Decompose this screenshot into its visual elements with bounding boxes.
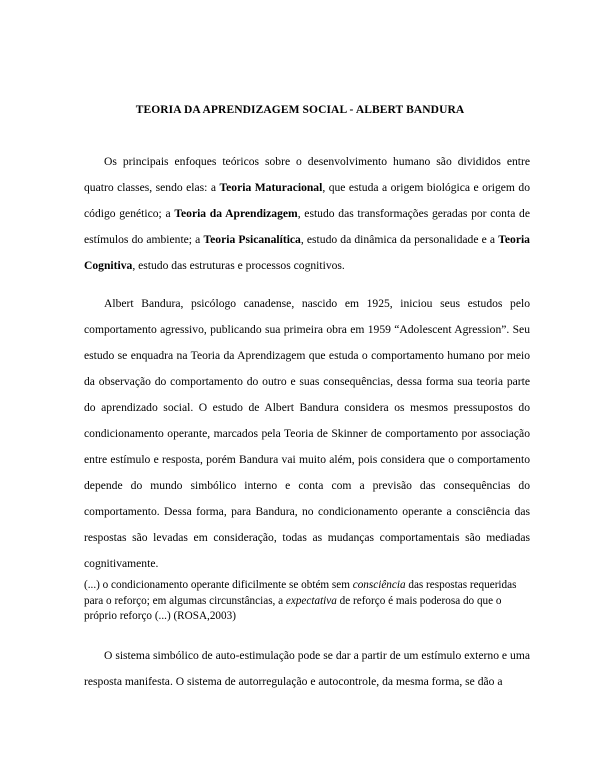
bold-term-cognitiva: Teoria Cognitiva — [84, 233, 530, 272]
italic-term-expectativa: expectativa — [285, 594, 337, 607]
paragraph-text: Os principais enfoques teóricos sobre o desenvolvimento humano são divididos entre quatro classes, sendo elas: a — [84, 155, 530, 194]
paragraph-text: , estudo das transformações geradas por conta de estímulos do ambiente; a — [84, 207, 530, 246]
quote-text: das respostas requeridas para o reforço; em algumas circunstâncias, a — [84, 579, 517, 607]
paragraph-symbolic-system — [84, 643, 530, 695]
paragraph-text: , que estuda a origem biológica e origem do código genético; a — [84, 181, 530, 220]
paragraph-text: , estudo da dinâmica da personalidade e a — [300, 233, 499, 246]
paragraph-bandura — [84, 291, 530, 577]
bold-term-maturacional: Teoria Maturacional — [219, 181, 323, 194]
document-title: TEORIA DA APRENDIZAGEM SOCIAL - ALBERT BANDURA — [135, 104, 465, 116]
bold-term-psicanalitica: Teoria Psicanalítica — [203, 233, 301, 246]
block-quote — [84, 578, 530, 625]
italic-term-consciencia: consciência — [352, 579, 406, 591]
paragraph-text: O sistema simbólico de auto-estimulação pode se dar a partir de um estímulo externo e uma resposta manifesta. O sistema de autorregulação e autocontrole, da mesma forma, se dão a — [84, 649, 530, 688]
quote-text: de reforço é mais poderosa do que o próprio reforço (...) (ROSA,2003) — [84, 594, 502, 622]
paragraph-text: Albert Bandura, psicólogo canadense, nascido em 1925, iniciou seus estudos pelo comportamento agressivo, publicando sua primeira obra em 1959 “Adolescent Agression”. Seu estudo se enquadra na Teoria da Aprendizagem que estuda o comportamento humano por meio da observação do comportamento do outro e suas consequências, dessa forma sua teoria parte do aprendizado social. O estudo de Albert Bandura considera os mesmos pressupostos do condicionamento operante, marcados pela Teoria de Skinner de comportamento por associação entre estímulo e resposta, porém Bandura vai muito além, pois considera que o comportamento depende do mundo simbólico interno e conta com a previsão das consequências do comportamento. Dessa forma, para Bandura, no condicionamento operante a consciência das respostas são levadas em consideração, todas as mudanças comportamentais são mediadas cognitivamente. — [84, 297, 530, 570]
paragraph-text: , estudo das estruturas e processos cognitivos. — [132, 259, 345, 272]
quote-text: (...) o condicionamento operante dificilmente se obtém sem — [84, 579, 353, 591]
paragraph-theories — [84, 149, 530, 279]
bold-term-aprendizagem: Teoria da Aprendizagem — [174, 207, 298, 220]
